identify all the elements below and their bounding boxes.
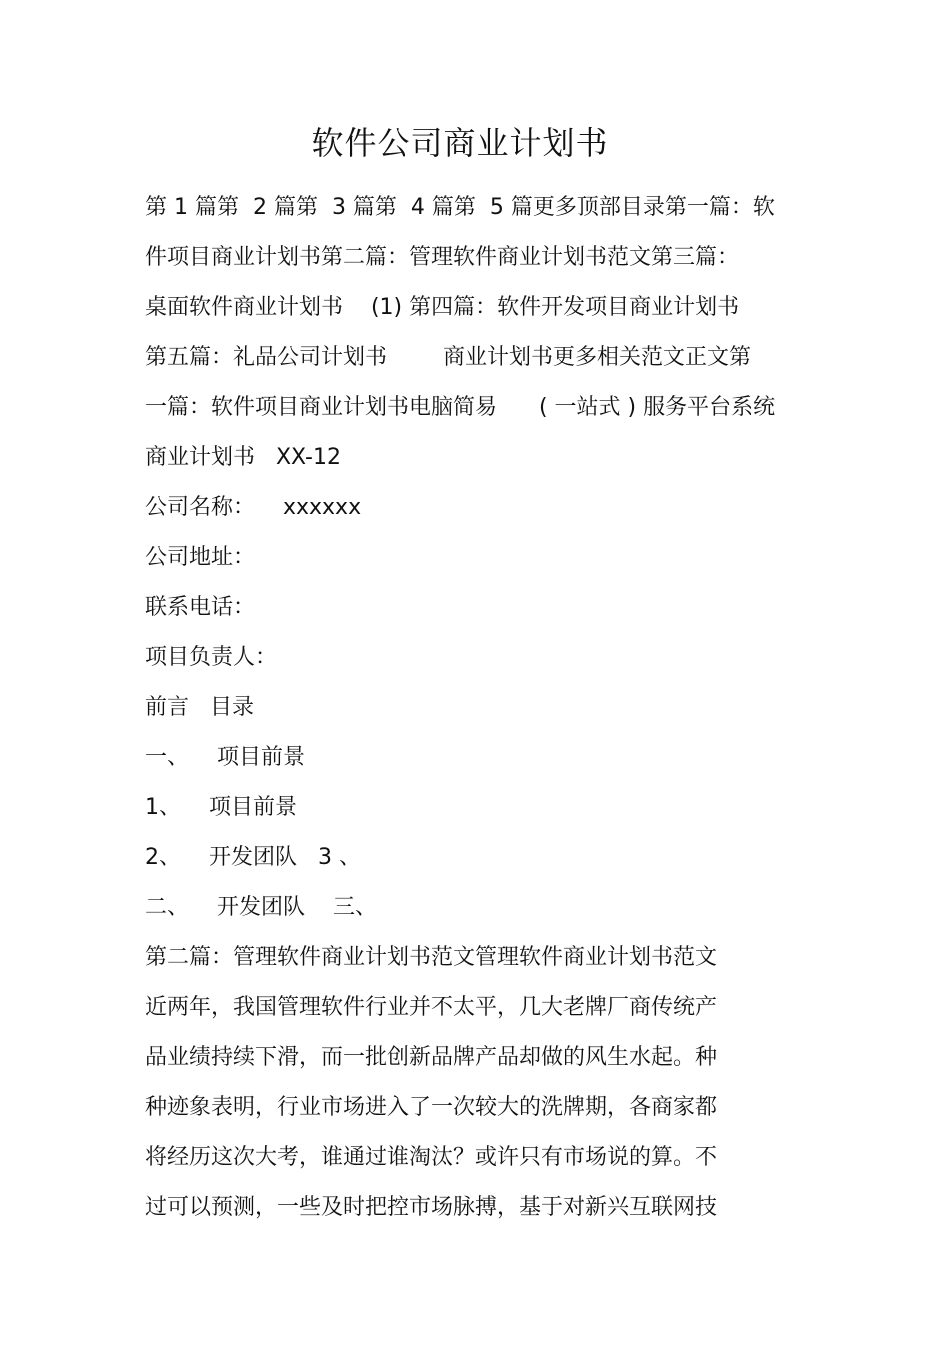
- text-line: 桌面软件商业计划书 (1) 第四篇：软件开发项目商业计划书: [145, 295, 740, 320]
- contact-phone-line: 联系电话：: [145, 595, 256, 620]
- toc-item: 1、 项目前景: [145, 795, 297, 820]
- text-line: 近两年，我国管理软件行业并不太平，几大老牌厂商传统产: [145, 995, 718, 1020]
- text-line: 种迹象表明，行业市场进入了一次较大的洗牌期，各商家都: [145, 1095, 718, 1120]
- toc-item: 2、 开发团队 3 、: [145, 845, 361, 870]
- toc-item: 一、 项目前景: [145, 745, 305, 770]
- project-lead-line: 项目负责人：: [145, 645, 278, 670]
- text-line: 件项目商业计划书第二篇：管理软件商业计划书范文第三篇：: [145, 245, 740, 270]
- company-address-line: 公司地址：: [145, 545, 256, 570]
- text-line: 第二篇：管理软件商业计划书范文管理软件商业计划书范文: [145, 945, 718, 970]
- toc-heading-line: 前言 目录: [145, 695, 254, 720]
- toc-item: 二、 开发团队 三、: [145, 895, 377, 920]
- text-line: 过可以预测，一些及时把控市场脉搏，基于对新兴互联网技: [145, 1195, 718, 1220]
- company-name-line: 公司名称： xxxxxx: [145, 495, 362, 520]
- document-title: 软件公司商业计划书: [311, 124, 609, 162]
- text-line: 第 1 篇第 2 篇第 3 篇第 4 篇第 5 篇更多顶部目录第一篇：软: [145, 195, 775, 220]
- text-line: 商业计划书 XX-12: [145, 445, 341, 470]
- text-line: 第五篇：礼品公司计划书 商业计划书更多相关范文正文第: [145, 345, 751, 370]
- document-body: [145, 183, 845, 1233]
- text-line: 一篇：软件项目商业计划书电脑简易 ( 一站式 ) 服务平台系统: [145, 395, 776, 420]
- text-line: 将经历这次大考，谁通过谁淘汰？或许只有市场说的算。不: [145, 1145, 718, 1170]
- text-line: 品业绩持续下滑，而一批创新品牌产品却做的风生水起。种: [145, 1045, 718, 1070]
